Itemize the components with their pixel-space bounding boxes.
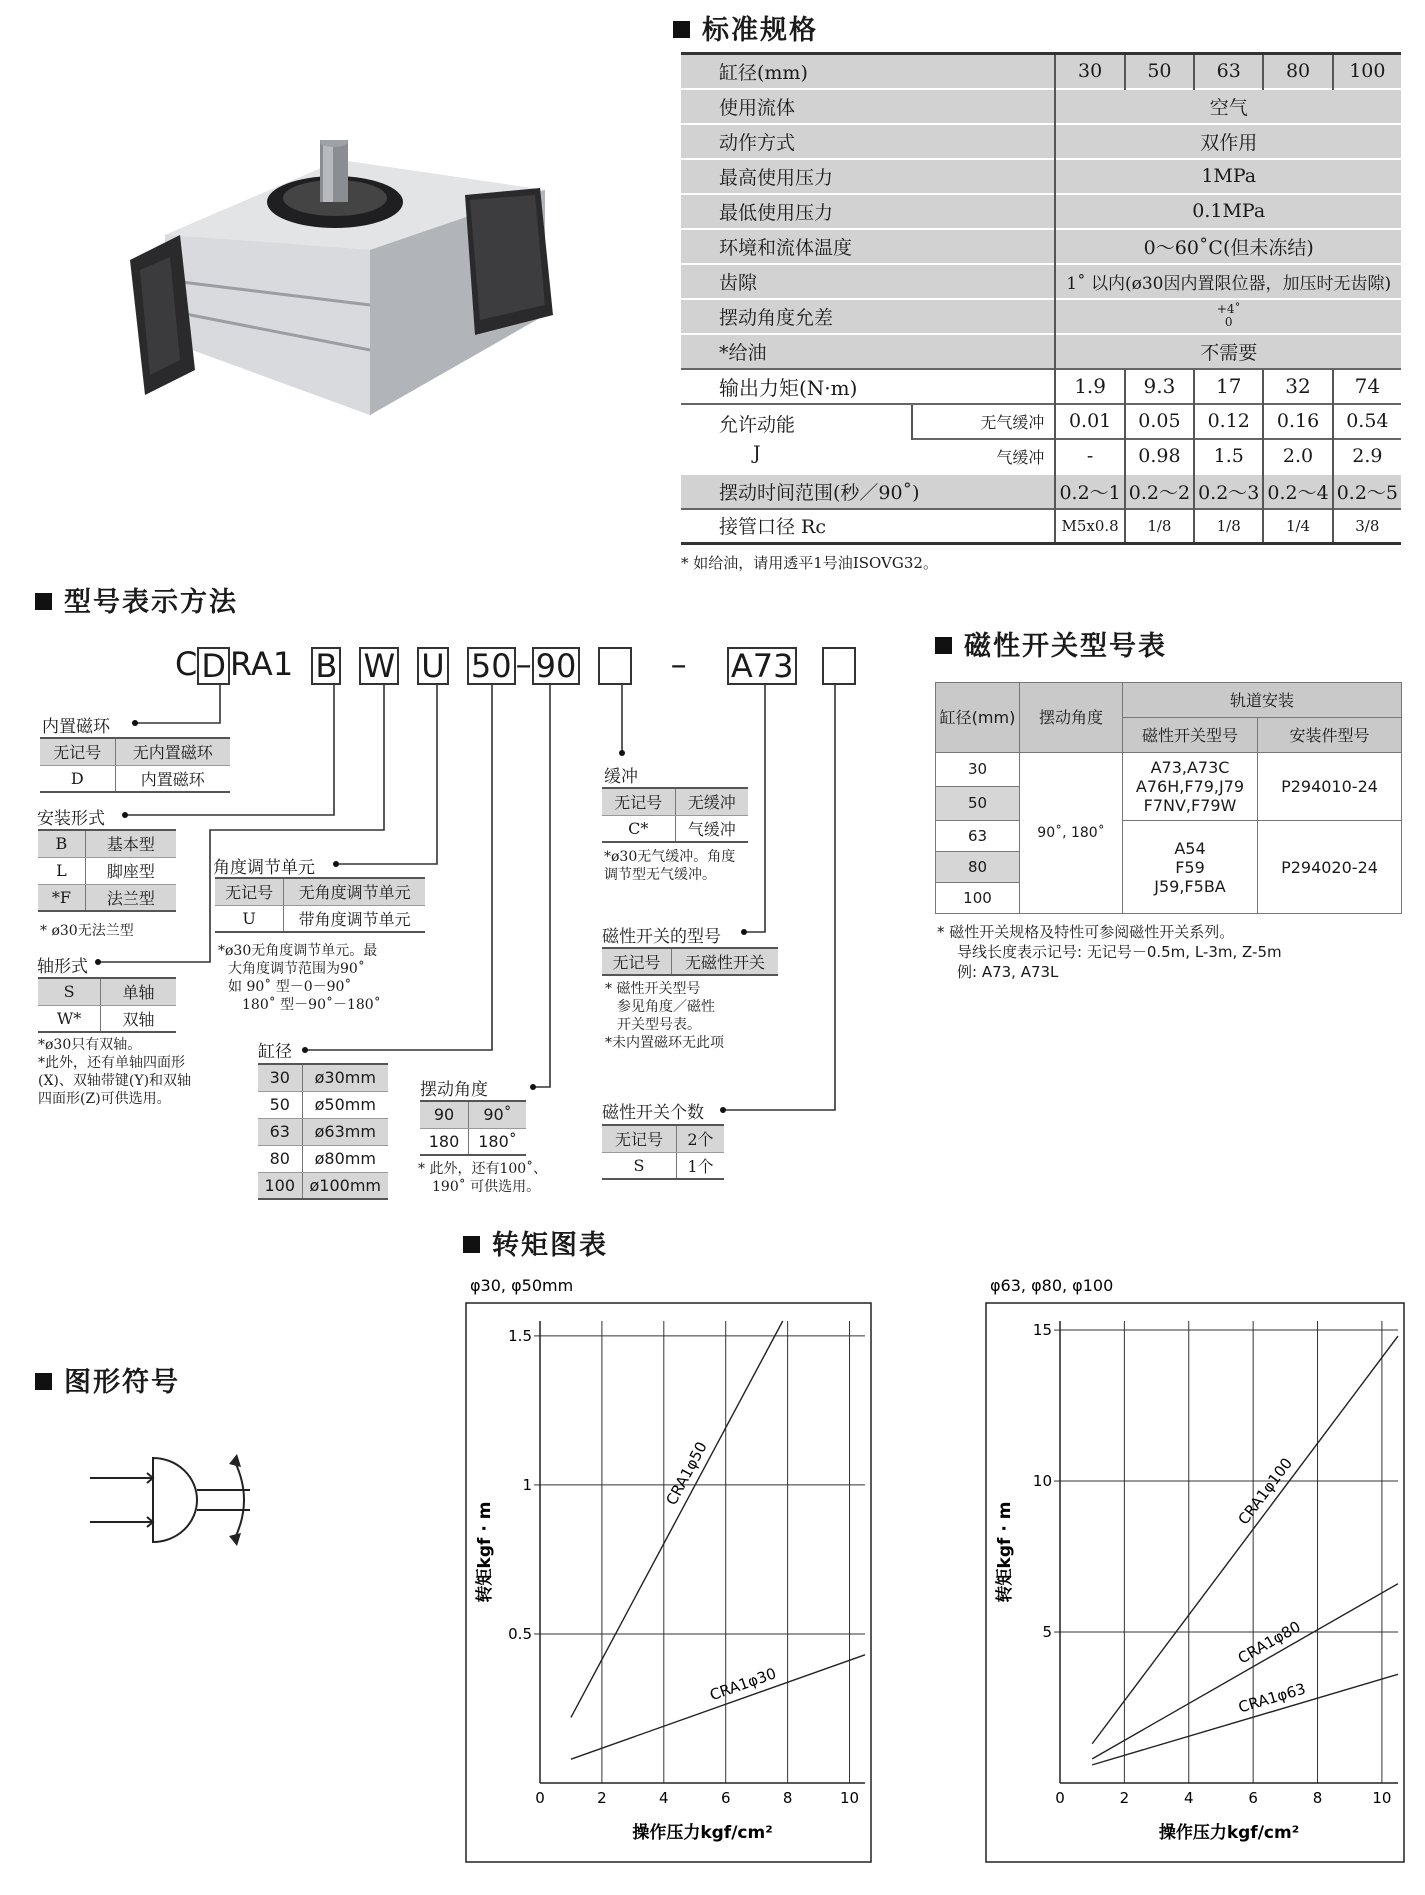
- cushion-notes: *ø30无气缓冲。角度 调节型无气缓冲。: [604, 849, 736, 883]
- spec-row-label: 使用流体: [681, 89, 1055, 124]
- series-line: [1092, 1584, 1398, 1759]
- mount-table: B 基本型 L 脚座型 *F 法兰型: [38, 829, 176, 912]
- sw-bore: 80: [936, 852, 1020, 883]
- sw-h-bore: 缸径(mm): [936, 683, 1020, 753]
- cushion-table: 无记号 无缓冲 C* 气缓冲: [602, 787, 748, 843]
- torque-value: 32: [1263, 369, 1332, 404]
- series-label: CRA1φ63: [1236, 1679, 1308, 1717]
- spec-row-label: 最高使用压力: [681, 159, 1055, 194]
- switch-notes: * 磁性开关规格及特性可参阅磁性开关系列。 导线长度表示记号: 无记号－0.5m, L-3m, Z-5m 例: A73, A73L: [937, 923, 1282, 981]
- y-tick-label: 0.5: [508, 1624, 532, 1643]
- sw-bore: 100: [936, 883, 1020, 914]
- energy-value: -: [1055, 439, 1124, 474]
- torque-chart-2: [985, 1273, 1405, 1863]
- sw-h-rail: 轨道安装: [1123, 683, 1402, 718]
- time-value: 0.2～1: [1055, 474, 1124, 509]
- energy-value: 2.0: [1263, 439, 1332, 474]
- sw-bore: 30: [936, 753, 1020, 787]
- y-tick-label: 15: [1032, 1321, 1052, 1340]
- spec-col: 100: [1333, 54, 1401, 89]
- port-value: 1/4: [1263, 509, 1332, 544]
- sw-h-part: 安装件型号: [1258, 718, 1402, 753]
- rotary-actuator-symbol-icon: [85, 1440, 260, 1560]
- torque-chart-2-svg: [985, 1273, 1405, 1863]
- switch-table: [935, 682, 1402, 914]
- spec-col: 30: [1055, 54, 1124, 89]
- series-label: CRA1φ50: [662, 1438, 711, 1509]
- sw-model-notes: * 磁性开关型号 参见角度／磁性 开关型号表。 *未内置磁环无此项: [605, 981, 724, 1051]
- port-value: 1/8: [1194, 509, 1263, 544]
- shaft-title: 轴形式: [37, 957, 88, 977]
- energy-value: 0.54: [1333, 404, 1401, 439]
- port-value: M5x0.8: [1055, 509, 1124, 544]
- x-tick-label: 0: [535, 1789, 545, 1807]
- switch-heading: 磁性开关型号表: [935, 624, 1167, 663]
- torque-chart-1-svg: [465, 1273, 872, 1863]
- spec-row-value: 1˚ 以内(ø30因内置限位器，加压时无齿隙): [1055, 264, 1401, 299]
- series-label: CRA1φ100: [1234, 1454, 1297, 1529]
- sw-part-2: P294020-24: [1258, 821, 1402, 914]
- energy-value: 1.5: [1194, 439, 1263, 474]
- time-label: 摆动时间范围(秒／90˚): [681, 474, 1055, 509]
- x-tick-label: 10: [839, 1789, 860, 1807]
- x-tick-label: 0: [1055, 1789, 1065, 1807]
- time-value: 0.2～5: [1333, 474, 1401, 509]
- spec-row-value: 双作用: [1055, 124, 1401, 159]
- y-axis-label: 转矩kgf · m: [475, 1501, 495, 1603]
- energy-value: 0.12: [1194, 404, 1263, 439]
- x-tick-label: 10: [1372, 1789, 1392, 1807]
- shaft-table: S 单轴 W* 双轴: [38, 977, 176, 1033]
- spec-row-label: 环境和流体温度: [681, 229, 1055, 264]
- swing-table: 90 90˚ 180 180˚: [420, 1100, 526, 1156]
- chart-title: φ30, φ50mm: [470, 1276, 574, 1295]
- y-axis-label: 转矩kgf · m: [995, 1501, 1015, 1603]
- angle-unit-table: 无记号 无角度调节单元 U 带角度调节单元: [215, 877, 425, 933]
- x-tick-label: 6: [1248, 1789, 1258, 1807]
- energy-value: 0.05: [1125, 404, 1194, 439]
- spec-header-label: 缸径(mm): [681, 54, 1055, 89]
- energy-sub: 无气缓冲: [912, 404, 1055, 439]
- torque-value: 17: [1194, 369, 1263, 404]
- torque-label: 输出力矩(N·m): [681, 369, 1055, 404]
- spec-col: 63: [1194, 54, 1263, 89]
- magnet-title: 内置磁环: [42, 717, 110, 737]
- x-tick-label: 8: [782, 1789, 793, 1807]
- mount-title: 安装形式: [37, 809, 105, 829]
- torque-chart-1: [465, 1273, 872, 1863]
- bore-title: 缸径: [258, 1042, 292, 1062]
- sw-count-title: 磁性开关个数: [602, 1103, 704, 1123]
- bore-table: 30 ø30mm 50 ø50mm 63 ø63mm 80 ø80mm 100 ø100mm: [258, 1063, 388, 1200]
- spec-row-label: 动作方式: [681, 124, 1055, 159]
- angle-unit-notes: *ø30无角度调节单元。最 大角度调节范围为90˚ 如 90˚ 型－0－90˚ 180˚ 型－90˚－180˚: [218, 943, 381, 1013]
- sw-bore: 50: [936, 787, 1020, 821]
- spec-row-value: 空气: [1055, 89, 1401, 124]
- x-axis-label: 操作压力kgf/cm²: [632, 1823, 773, 1843]
- series-line: [571, 1655, 865, 1759]
- x-axis-label: 操作压力kgf/cm²: [1158, 1823, 1300, 1843]
- spec-row-value: 0～60˚C(但未冻结): [1055, 229, 1401, 264]
- angle-unit-title: 角度调节单元: [213, 858, 315, 878]
- symbol-heading: 图形符号: [35, 1360, 180, 1399]
- sw-count-table: 无记号 2个 S 1个: [602, 1124, 724, 1180]
- port-value: 3/8: [1333, 509, 1401, 544]
- time-value: 0.2～4: [1263, 474, 1332, 509]
- series-label: CRA1φ80: [1234, 1617, 1304, 1668]
- time-value: 0.2～3: [1194, 474, 1263, 509]
- torque-value: 1.9: [1055, 369, 1124, 404]
- y-tick-label: 1.5: [508, 1326, 532, 1345]
- sw-bore: 63: [936, 821, 1020, 852]
- x-tick-label: 8: [1312, 1789, 1323, 1807]
- energy-value: 2.9: [1333, 439, 1401, 474]
- spec-row-label: 最低使用压力: [681, 194, 1055, 229]
- x-tick-label: 2: [597, 1789, 607, 1807]
- spec-row-value: 不需要: [1055, 334, 1401, 369]
- port-label: 接管口径 Rc: [681, 509, 1055, 544]
- chart-title: φ63, φ80, φ100: [990, 1276, 1114, 1295]
- torque-heading: 转矩图表: [463, 1223, 608, 1262]
- y-tick-label: 5: [1042, 1623, 1052, 1642]
- port-value: 1/8: [1125, 509, 1194, 544]
- sw-models-2: A54 F59 J59,F5BA: [1123, 821, 1258, 914]
- spec-row-label: 摆动角度允差: [681, 299, 1055, 334]
- x-tick-label: 6: [720, 1789, 731, 1807]
- torque-value: 74: [1333, 369, 1401, 404]
- series-line: [1092, 1674, 1398, 1765]
- swing-title: 摆动角度: [420, 1080, 488, 1100]
- series-label: CRA1φ30: [707, 1664, 779, 1705]
- sw-model-table: 无记号 无磁性开关: [602, 947, 778, 976]
- x-tick-label: 4: [659, 1789, 669, 1807]
- y-tick-label: 10: [1032, 1472, 1052, 1491]
- energy-value: 0.01: [1055, 404, 1124, 439]
- model-code: C D RA1 B W U 50 – 90 – A73: [175, 645, 856, 685]
- spec-col: 50: [1125, 54, 1194, 89]
- energy-value: 0.16: [1263, 404, 1332, 439]
- cushion-title: 缓冲: [604, 767, 638, 787]
- spec-row-value: +4˚ 0: [1055, 299, 1401, 334]
- x-tick-label: 4: [1183, 1789, 1194, 1807]
- energy-label: 允许动能 J: [681, 404, 912, 474]
- series-line: [571, 1321, 783, 1717]
- x-tick-label: 2: [1119, 1789, 1130, 1807]
- spec-col: 80: [1263, 54, 1332, 89]
- swing-notes: * 此外，还有100˚、 190˚ 可供选用。: [418, 1161, 548, 1195]
- mount-note: * ø30无法兰型: [40, 923, 134, 939]
- sw-angle: 90˚, 180˚: [1020, 753, 1123, 914]
- model-heading: 型号表示方法: [35, 580, 238, 619]
- energy-value: 0.98: [1125, 439, 1194, 474]
- energy-sub: 气缓冲: [912, 439, 1055, 474]
- chart-frame: [466, 1303, 871, 1862]
- sw-h-model: 磁性开关型号: [1123, 718, 1258, 753]
- sw-h-angle: 摆动角度: [1020, 683, 1123, 753]
- spec-row-value: 1MPa: [1055, 159, 1401, 194]
- spec-row-label: *给油: [681, 334, 1055, 369]
- spec-heading: 标准规格: [673, 8, 818, 47]
- sw-models-1: A73,A73C A76H,F79,J79 F7NV,F79W: [1123, 753, 1258, 821]
- torque-value: 9.3: [1125, 369, 1194, 404]
- spec-row-label: 齿隙: [681, 264, 1055, 299]
- series-line: [1092, 1336, 1398, 1744]
- y-tick-label: 1: [522, 1475, 532, 1494]
- sw-part-1: P294010-24: [1258, 753, 1402, 821]
- chart-frame: [986, 1303, 1404, 1862]
- spec-row-value: 0.1MPa: [1055, 194, 1401, 229]
- spec-note: * 如给油，请用透平1号油ISOVG32。: [681, 554, 938, 572]
- sw-model-title: 磁性开关的型号: [602, 927, 721, 947]
- magnet-table: 无记号 无内置磁环 D 内置磁环: [40, 737, 230, 793]
- time-value: 0.2～2: [1125, 474, 1194, 509]
- shaft-notes: *ø30只有双轴。 *此外，还有单轴四面形 (X)、双轴带键(Y)和双轴 四面形(Z)可供选用。: [38, 1037, 192, 1107]
